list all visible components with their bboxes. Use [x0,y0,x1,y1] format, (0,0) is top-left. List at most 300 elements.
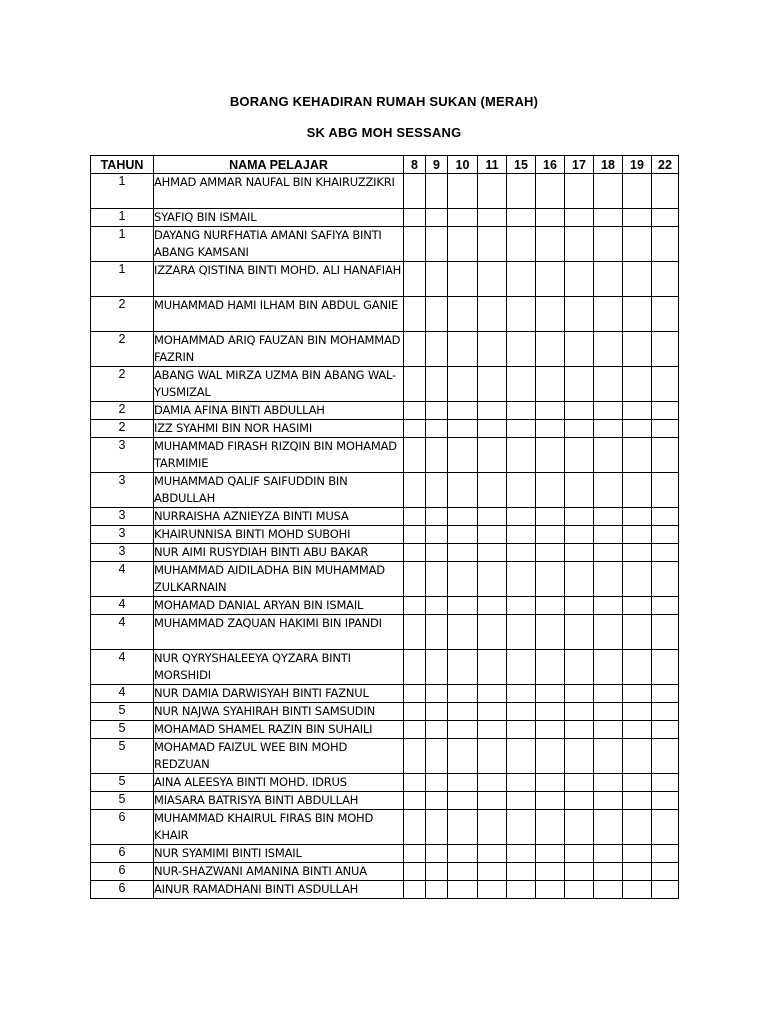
attendance-cell-18[interactable] [594,473,623,508]
attendance-cell-22[interactable] [652,739,679,774]
attendance-cell-19[interactable] [623,544,652,562]
attendance-cell-16[interactable] [536,650,565,685]
attendance-cell-15[interactable] [507,739,536,774]
attendance-cell-9[interactable] [426,810,448,845]
attendance-cell-8[interactable] [404,297,426,332]
attendance-cell-11[interactable] [478,297,507,332]
attendance-cell-9[interactable] [426,845,448,863]
attendance-cell-16[interactable] [536,262,565,297]
attendance-cell-9[interactable] [426,597,448,615]
attendance-cell-11[interactable] [478,739,507,774]
attendance-cell-17[interactable] [565,597,594,615]
attendance-cell-22[interactable] [652,508,679,526]
attendance-cell-9[interactable] [426,721,448,739]
attendance-cell-17[interactable] [565,526,594,544]
attendance-cell-22[interactable] [652,526,679,544]
attendance-cell-9[interactable] [426,402,448,420]
attendance-cell-22[interactable] [652,845,679,863]
attendance-cell-11[interactable] [478,650,507,685]
attendance-cell-18[interactable] [594,792,623,810]
row-tahun: 1 [91,209,154,227]
attendance-cell-11[interactable] [478,845,507,863]
attendance-cell-22[interactable] [652,685,679,703]
attendance-cell-8[interactable] [404,227,426,262]
attendance-cell-18[interactable] [594,845,623,863]
attendance-cell-22[interactable] [652,473,679,508]
attendance-cell-16[interactable] [536,774,565,792]
attendance-cell-15[interactable] [507,297,536,332]
attendance-cell-9[interactable] [426,227,448,262]
attendance-cell-17[interactable] [565,703,594,721]
attendance-cell-18[interactable] [594,420,623,438]
row-student-name: AINUR RAMADHANI BINTI ASDULLAH [154,881,404,899]
attendance-cell-11[interactable] [478,438,507,473]
attendance-cell-9[interactable] [426,739,448,774]
attendance-cell-22[interactable] [652,615,679,650]
attendance-cell-18[interactable] [594,721,623,739]
row-tahun: 4 [91,597,154,615]
attendance-cell-15[interactable] [507,810,536,845]
attendance-cell-11[interactable] [478,685,507,703]
attendance-cell-16[interactable] [536,810,565,845]
attendance-cell-8[interactable] [404,615,426,650]
attendance-cell-15[interactable] [507,473,536,508]
attendance-cell-22[interactable] [652,562,679,597]
attendance-cell-17[interactable] [565,562,594,597]
attendance-cell-9[interactable] [426,703,448,721]
attendance-cell-11[interactable] [478,402,507,420]
attendance-cell-9[interactable] [426,297,448,332]
attendance-cell-18[interactable] [594,227,623,262]
attendance-cell-8[interactable] [404,420,426,438]
attendance-cell-16[interactable] [536,881,565,899]
attendance-cell-10[interactable] [448,685,478,703]
attendance-cell-18[interactable] [594,544,623,562]
attendance-cell-9[interactable] [426,332,448,367]
attendance-cell-22[interactable] [652,227,679,262]
attendance-cell-9[interactable] [426,650,448,685]
attendance-cell-11[interactable] [478,332,507,367]
attendance-cell-17[interactable] [565,685,594,703]
attendance-cell-15[interactable] [507,420,536,438]
attendance-cell-22[interactable] [652,810,679,845]
attendance-cell-10[interactable] [448,863,478,881]
attendance-cell-16[interactable] [536,227,565,262]
header-tahun: TAHUN [91,156,154,174]
attendance-cell-16[interactable] [536,508,565,526]
attendance-cell-18[interactable] [594,615,623,650]
attendance-cell-19[interactable] [623,174,652,209]
attendance-cell-17[interactable] [565,367,594,402]
attendance-cell-11[interactable] [478,774,507,792]
attendance-cell-9[interactable] [426,473,448,508]
attendance-cell-19[interactable] [623,332,652,367]
attendance-cell-19[interactable] [623,739,652,774]
attendance-cell-11[interactable] [478,810,507,845]
attendance-cell-16[interactable] [536,544,565,562]
attendance-cell-19[interactable] [623,367,652,402]
attendance-cell-18[interactable] [594,297,623,332]
attendance-cell-10[interactable] [448,881,478,899]
attendance-cell-17[interactable] [565,739,594,774]
attendance-cell-11[interactable] [478,227,507,262]
attendance-cell-11[interactable] [478,508,507,526]
attendance-cell-15[interactable] [507,650,536,685]
attendance-cell-10[interactable] [448,438,478,473]
attendance-cell-22[interactable] [652,174,679,209]
attendance-cell-8[interactable] [404,810,426,845]
attendance-cell-9[interactable] [426,881,448,899]
attendance-cell-9[interactable] [426,615,448,650]
attendance-cell-9[interactable] [426,544,448,562]
attendance-cell-10[interactable] [448,650,478,685]
attendance-cell-8[interactable] [404,174,426,209]
attendance-cell-10[interactable] [448,774,478,792]
attendance-cell-10[interactable] [448,526,478,544]
attendance-cell-19[interactable] [623,721,652,739]
attendance-cell-16[interactable] [536,721,565,739]
attendance-cell-19[interactable] [623,863,652,881]
attendance-cell-8[interactable] [404,863,426,881]
attendance-cell-19[interactable] [623,615,652,650]
attendance-cell-15[interactable] [507,174,536,209]
table-row [91,792,679,810]
attendance-cell-16[interactable] [536,685,565,703]
attendance-cell-22[interactable] [652,332,679,367]
attendance-cell-18[interactable] [594,438,623,473]
attendance-cell-18[interactable] [594,174,623,209]
attendance-cell-15[interactable] [507,774,536,792]
attendance-cell-15[interactable] [507,792,536,810]
attendance-cell-9[interactable] [426,367,448,402]
attendance-cell-15[interactable] [507,845,536,863]
attendance-cell-17[interactable] [565,508,594,526]
attendance-cell-17[interactable] [565,262,594,297]
attendance-cell-19[interactable] [623,597,652,615]
attendance-cell-16[interactable] [536,297,565,332]
attendance-cell-10[interactable] [448,703,478,721]
attendance-cell-19[interactable] [623,881,652,899]
attendance-cell-16[interactable] [536,526,565,544]
attendance-cell-19[interactable] [623,209,652,227]
attendance-cell-17[interactable] [565,544,594,562]
attendance-cell-11[interactable] [478,526,507,544]
attendance-cell-15[interactable] [507,526,536,544]
attendance-cell-10[interactable] [448,227,478,262]
attendance-cell-8[interactable] [404,508,426,526]
attendance-cell-9[interactable] [426,174,448,209]
attendance-cell-8[interactable] [404,721,426,739]
attendance-cell-18[interactable] [594,739,623,774]
attendance-cell-15[interactable] [507,863,536,881]
attendance-cell-15[interactable] [507,508,536,526]
attendance-cell-8[interactable] [404,881,426,899]
attendance-cell-19[interactable] [623,774,652,792]
attendance-cell-11[interactable] [478,863,507,881]
attendance-cell-22[interactable] [652,792,679,810]
attendance-cell-18[interactable] [594,881,623,899]
attendance-cell-15[interactable] [507,685,536,703]
attendance-cell-10[interactable] [448,420,478,438]
attendance-cell-16[interactable] [536,367,565,402]
attendance-cell-11[interactable] [478,544,507,562]
attendance-cell-18[interactable] [594,332,623,367]
attendance-cell-16[interactable] [536,402,565,420]
attendance-cell-8[interactable] [404,685,426,703]
attendance-cell-8[interactable] [404,473,426,508]
attendance-cell-9[interactable] [426,774,448,792]
attendance-cell-22[interactable] [652,721,679,739]
attendance-cell-8[interactable] [404,526,426,544]
attendance-cell-16[interactable] [536,615,565,650]
attendance-cell-15[interactable] [507,402,536,420]
attendance-cell-15[interactable] [507,332,536,367]
attendance-cell-19[interactable] [623,402,652,420]
attendance-cell-15[interactable] [507,881,536,899]
attendance-cell-17[interactable] [565,402,594,420]
attendance-cell-17[interactable] [565,420,594,438]
attendance-cell-10[interactable] [448,792,478,810]
attendance-cell-9[interactable] [426,438,448,473]
attendance-cell-10[interactable] [448,297,478,332]
attendance-cell-19[interactable] [623,262,652,297]
attendance-cell-17[interactable] [565,227,594,262]
attendance-cell-22[interactable] [652,650,679,685]
attendance-cell-17[interactable] [565,721,594,739]
attendance-cell-11[interactable] [478,721,507,739]
attendance-cell-16[interactable] [536,739,565,774]
attendance-cell-19[interactable] [623,792,652,810]
attendance-cell-8[interactable] [404,562,426,597]
attendance-cell-10[interactable] [448,544,478,562]
attendance-cell-8[interactable] [404,544,426,562]
attendance-cell-19[interactable] [623,438,652,473]
table-body [91,174,679,899]
attendance-cell-9[interactable] [426,685,448,703]
attendance-cell-16[interactable] [536,209,565,227]
attendance-cell-15[interactable] [507,703,536,721]
attendance-cell-8[interactable] [404,367,426,402]
attendance-cell-8[interactable] [404,792,426,810]
attendance-cell-9[interactable] [426,508,448,526]
attendance-cell-17[interactable] [565,792,594,810]
attendance-cell-17[interactable] [565,615,594,650]
attendance-cell-11[interactable] [478,367,507,402]
attendance-cell-16[interactable] [536,863,565,881]
attendance-cell-9[interactable] [426,209,448,227]
attendance-cell-17[interactable] [565,863,594,881]
attendance-cell-9[interactable] [426,863,448,881]
attendance-cell-15[interactable] [507,262,536,297]
attendance-cell-19[interactable] [623,508,652,526]
attendance-cell-15[interactable] [507,615,536,650]
attendance-cell-18[interactable] [594,774,623,792]
attendance-cell-16[interactable] [536,438,565,473]
attendance-table [90,155,679,899]
attendance-cell-8[interactable] [404,262,426,297]
attendance-cell-10[interactable] [448,508,478,526]
row-student-name: NUR QYRYSHALEEYA QYZARA BINTI MORSHIDI [154,650,404,685]
attendance-cell-8[interactable] [404,650,426,685]
attendance-cell-11[interactable] [478,597,507,615]
row-tahun: 2 [91,297,154,332]
attendance-cell-22[interactable] [652,367,679,402]
attendance-cell-11[interactable] [478,562,507,597]
attendance-cell-22[interactable] [652,420,679,438]
attendance-cell-15[interactable] [507,367,536,402]
attendance-cell-11[interactable] [478,703,507,721]
attendance-cell-17[interactable] [565,174,594,209]
attendance-cell-17[interactable] [565,774,594,792]
attendance-cell-8[interactable] [404,209,426,227]
attendance-cell-18[interactable] [594,262,623,297]
attendance-cell-16[interactable] [536,562,565,597]
attendance-cell-18[interactable] [594,526,623,544]
attendance-cell-19[interactable] [623,227,652,262]
attendance-cell-15[interactable] [507,544,536,562]
attendance-cell-19[interactable] [623,420,652,438]
attendance-cell-18[interactable] [594,650,623,685]
attendance-cell-8[interactable] [404,703,426,721]
attendance-cell-16[interactable] [536,420,565,438]
attendance-cell-15[interactable] [507,227,536,262]
attendance-cell-18[interactable] [594,562,623,597]
attendance-cell-17[interactable] [565,845,594,863]
attendance-cell-10[interactable] [448,562,478,597]
attendance-cell-22[interactable] [652,402,679,420]
attendance-cell-9[interactable] [426,792,448,810]
row-tahun: 1 [91,262,154,297]
attendance-cell-8[interactable] [404,774,426,792]
attendance-cell-15[interactable] [507,721,536,739]
attendance-cell-9[interactable] [426,262,448,297]
table-row [91,508,679,526]
attendance-cell-22[interactable] [652,438,679,473]
attendance-cell-10[interactable] [448,615,478,650]
table-row [91,544,679,562]
attendance-cell-10[interactable] [448,597,478,615]
attendance-cell-18[interactable] [594,810,623,845]
attendance-cell-10[interactable] [448,262,478,297]
attendance-cell-8[interactable] [404,739,426,774]
attendance-cell-10[interactable] [448,209,478,227]
attendance-cell-8[interactable] [404,597,426,615]
attendance-cell-18[interactable] [594,863,623,881]
attendance-cell-22[interactable] [652,597,679,615]
attendance-cell-11[interactable] [478,473,507,508]
attendance-cell-17[interactable] [565,297,594,332]
attendance-cell-10[interactable] [448,845,478,863]
attendance-cell-17[interactable] [565,209,594,227]
attendance-cell-22[interactable] [652,297,679,332]
attendance-cell-17[interactable] [565,650,594,685]
attendance-cell-19[interactable] [623,562,652,597]
attendance-cell-10[interactable] [448,473,478,508]
table-row [91,774,679,792]
attendance-cell-19[interactable] [623,685,652,703]
attendance-cell-8[interactable] [404,332,426,367]
attendance-cell-16[interactable] [536,473,565,508]
attendance-cell-19[interactable] [623,650,652,685]
attendance-cell-18[interactable] [594,508,623,526]
attendance-cell-19[interactable] [623,810,652,845]
attendance-cell-11[interactable] [478,615,507,650]
attendance-cell-22[interactable] [652,262,679,297]
attendance-cell-10[interactable] [448,721,478,739]
attendance-cell-11[interactable] [478,262,507,297]
attendance-cell-15[interactable] [507,597,536,615]
attendance-cell-9[interactable] [426,562,448,597]
attendance-cell-18[interactable] [594,402,623,420]
attendance-cell-22[interactable] [652,881,679,899]
attendance-cell-17[interactable] [565,332,594,367]
attendance-cell-16[interactable] [536,174,565,209]
attendance-cell-22[interactable] [652,209,679,227]
attendance-cell-11[interactable] [478,174,507,209]
attendance-cell-19[interactable] [623,297,652,332]
attendance-cell-15[interactable] [507,209,536,227]
attendance-cell-22[interactable] [652,774,679,792]
attendance-cell-16[interactable] [536,332,565,367]
attendance-cell-10[interactable] [448,367,478,402]
row-tahun: 1 [91,174,154,209]
attendance-cell-19[interactable] [623,703,652,721]
attendance-cell-18[interactable] [594,367,623,402]
attendance-cell-10[interactable] [448,739,478,774]
attendance-cell-17[interactable] [565,881,594,899]
attendance-cell-11[interactable] [478,792,507,810]
attendance-cell-15[interactable] [507,562,536,597]
attendance-cell-18[interactable] [594,703,623,721]
attendance-cell-19[interactable] [623,473,652,508]
attendance-cell-9[interactable] [426,526,448,544]
row-student-name: MUHAMMAD ZAQUAN HAKIMI BIN IPANDI [154,615,404,650]
row-tahun: 1 [91,227,154,262]
attendance-cell-9[interactable] [426,420,448,438]
attendance-cell-11[interactable] [478,209,507,227]
row-student-name: IZZARA QISTINA BINTI MOHD. ALI HANAFIAH [154,262,404,297]
attendance-cell-15[interactable] [507,438,536,473]
attendance-cell-10[interactable] [448,402,478,420]
attendance-cell-22[interactable] [652,703,679,721]
attendance-cell-8[interactable] [404,402,426,420]
row-student-name: NUR SYAMIMI BINTI ISMAIL [154,845,404,863]
attendance-cell-11[interactable] [478,881,507,899]
attendance-cell-10[interactable] [448,174,478,209]
attendance-cell-17[interactable] [565,473,594,508]
attendance-cell-19[interactable] [623,845,652,863]
attendance-cell-16[interactable] [536,703,565,721]
attendance-cell-16[interactable] [536,845,565,863]
attendance-cell-18[interactable] [594,685,623,703]
row-tahun: 6 [91,810,154,845]
attendance-cell-17[interactable] [565,438,594,473]
attendance-cell-10[interactable] [448,810,478,845]
attendance-cell-16[interactable] [536,792,565,810]
attendance-cell-18[interactable] [594,209,623,227]
attendance-cell-8[interactable] [404,845,426,863]
attendance-cell-22[interactable] [652,544,679,562]
attendance-cell-17[interactable] [565,810,594,845]
attendance-cell-8[interactable] [404,438,426,473]
attendance-cell-10[interactable] [448,332,478,367]
attendance-cell-18[interactable] [594,597,623,615]
attendance-cell-11[interactable] [478,420,507,438]
table-row [91,367,679,402]
attendance-cell-16[interactable] [536,597,565,615]
attendance-cell-19[interactable] [623,526,652,544]
attendance-cell-22[interactable] [652,863,679,881]
